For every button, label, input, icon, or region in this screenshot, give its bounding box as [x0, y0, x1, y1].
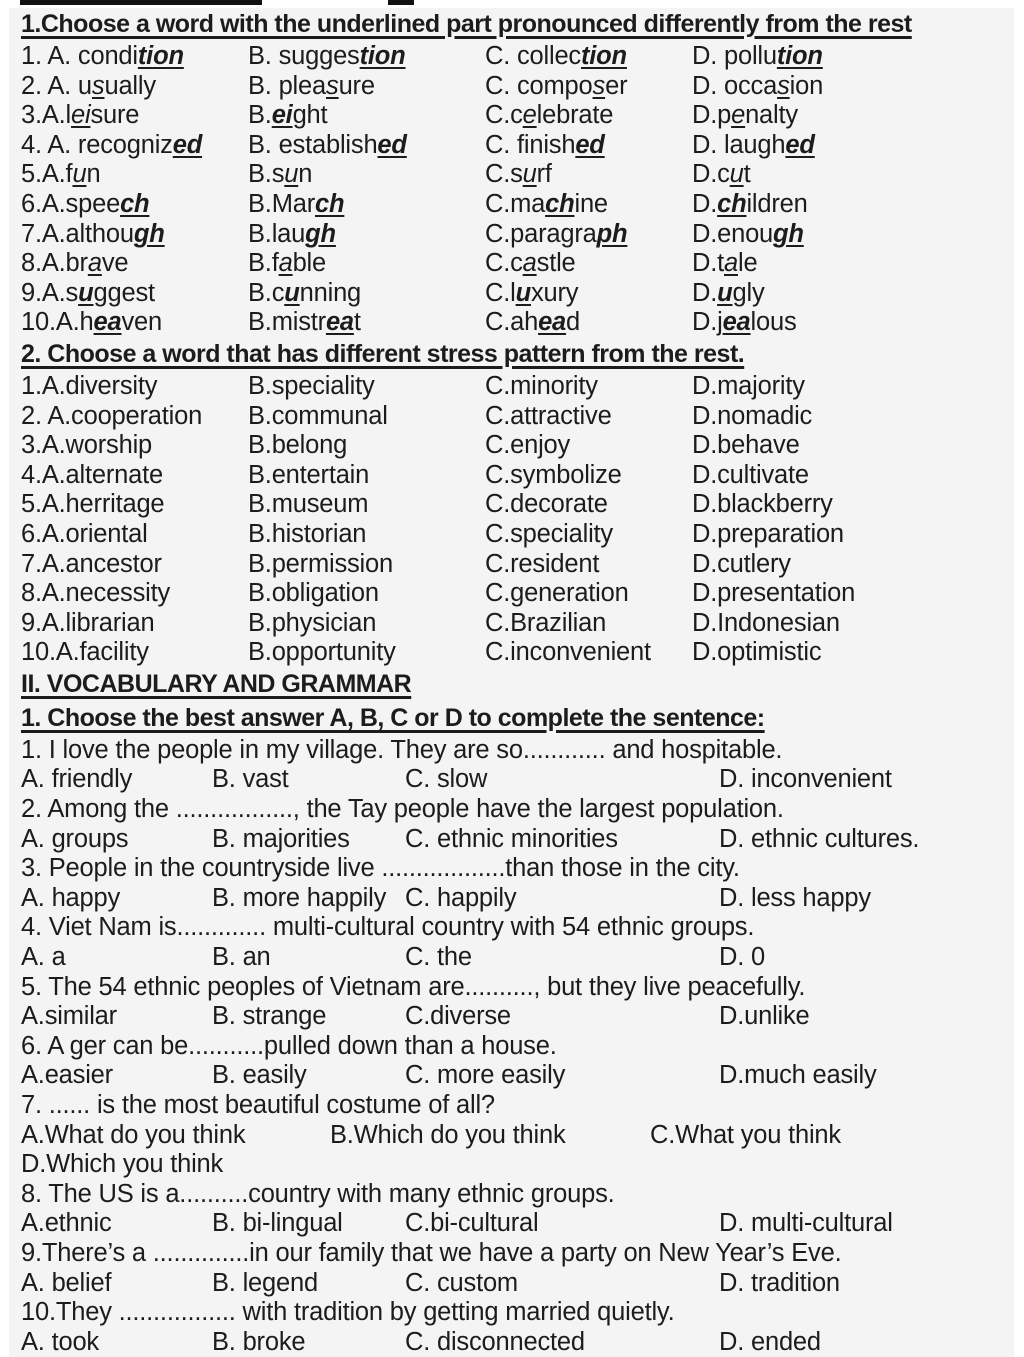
options-row	[9, 490, 1014, 520]
option-cell: B. strange	[212, 1002, 327, 1031]
option-cell: D.blackberry	[692, 490, 833, 519]
option-cell: D.Indonesian	[692, 608, 840, 637]
underlined-part: s	[592, 71, 606, 100]
options-row	[9, 884, 1014, 914]
option-cell: C. more easily	[405, 1061, 566, 1090]
option-cell: C.attractive	[485, 401, 612, 430]
option-cell: 1. A. condition	[21, 42, 184, 70]
option-cell: B.communal	[248, 401, 388, 430]
option-cell: A.similar	[21, 1002, 117, 1031]
option-cell: D.cutlery	[692, 549, 791, 578]
option-cell: B.museum	[248, 490, 369, 519]
option-cell: A.ethnic	[21, 1209, 112, 1238]
options-row	[9, 638, 1014, 668]
underlined-part: ch	[717, 189, 747, 218]
option-cell: 6.A.oriental	[21, 519, 148, 548]
option-cell: D.preparation	[692, 519, 844, 548]
option-cell: C.paragraph	[485, 219, 628, 248]
option-cell: 2. A.cooperation	[21, 401, 203, 430]
option-cell: C.diverse	[405, 1002, 511, 1031]
stress-question-list	[21, 372, 1014, 668]
option-cell: D.Which you think	[21, 1150, 224, 1179]
option-cell: B.speciality	[248, 371, 375, 400]
option-cell: D.jealous	[692, 308, 797, 337]
underlined-part: ea	[538, 308, 567, 337]
question-text: 10.They ................. with tradition by getting married quietly.	[9, 1298, 1014, 1328]
underlined-part: gh	[773, 219, 804, 248]
option-cell: C.surf	[485, 160, 552, 189]
option-cell: B. suggestion	[248, 42, 406, 70]
option-cell: 5.A.herritage	[21, 490, 165, 519]
option-cell: B.cunning	[248, 278, 362, 307]
phonetics-heading: 1.Choose a word with the underlined part pronounced differently from the rest	[21, 10, 912, 38]
options-row	[9, 1150, 1014, 1180]
underlined-part: ed	[575, 130, 605, 159]
option-cell: C.generation	[485, 579, 629, 608]
option-cell: C.bi-cultural	[405, 1209, 539, 1238]
option-cell: C. finished	[485, 130, 605, 159]
option-cell: C.luxury	[485, 278, 579, 307]
underlined-part: a	[724, 249, 738, 278]
option-cell: A.easier	[21, 1061, 113, 1090]
option-cell: 9.A.suggest	[21, 278, 155, 307]
option-cell: D. inconvenient	[719, 765, 892, 794]
options-row	[9, 279, 1014, 309]
option-cell: 7.A.although	[21, 219, 165, 248]
option-cell: D. occasion	[692, 71, 824, 100]
option-cell: B. easily	[212, 1061, 307, 1090]
option-cell: B. pleasure	[248, 71, 375, 100]
option-cell: 4.A.alternate	[21, 460, 163, 489]
options-row	[9, 402, 1014, 432]
options-row	[9, 1269, 1014, 1299]
underlined-part: tion	[359, 42, 406, 70]
option-cell: 4. A. recognized	[21, 130, 203, 159]
option-cell: C.minority	[485, 371, 598, 400]
vocab-heading: 1. Choose the best answer A, B, C or D to complete the sentence:	[21, 703, 765, 732]
underlined-part: gh	[305, 219, 336, 248]
option-cell: C.enjoy	[485, 431, 571, 460]
option-cell: B.obligation	[248, 579, 379, 608]
underlined-part: ea	[325, 308, 354, 337]
options-row	[9, 190, 1014, 220]
options-row	[9, 765, 1014, 795]
option-cell: B.historian	[248, 519, 367, 548]
question-text: 3. People in the countryside live ..................than those in the city.	[9, 854, 1014, 884]
options-row	[9, 461, 1014, 491]
option-cell: B. an	[212, 943, 271, 972]
option-cell: B.physician	[248, 608, 377, 637]
option-cell: D.penalty	[692, 101, 798, 130]
underlined-part: u	[284, 278, 300, 307]
option-cell: D.optimistic	[692, 638, 822, 667]
question-text: 4. Viet Nam is............. multi-cultural country with 54 ethnic groups.	[9, 913, 1014, 943]
underlined-part: u	[284, 160, 299, 189]
stress-heading-row	[9, 338, 1014, 372]
underlined-part: ei	[71, 101, 91, 130]
option-cell: 9.A.librarian	[21, 608, 155, 637]
option-cell: B. majorities	[212, 824, 350, 853]
underlined-part: ed	[377, 130, 407, 159]
option-cell: A. groups	[21, 824, 129, 853]
option-cell: C. custom	[405, 1268, 518, 1297]
option-cell: C.decorate	[485, 490, 608, 519]
underlined-part: u	[515, 278, 531, 307]
option-cell: D. 0	[719, 943, 765, 972]
option-cell: A. happy	[21, 883, 121, 912]
underlined-part: gh	[133, 219, 165, 248]
underlined-part: ed	[785, 130, 815, 159]
option-cell: D.ugly	[692, 278, 765, 307]
underlined-part: s	[91, 71, 105, 100]
underlined-part: s	[777, 71, 790, 100]
option-cell: B. established	[248, 130, 407, 159]
option-cell: 1.A.diversity	[21, 371, 158, 400]
underlined-part: e	[522, 101, 537, 130]
option-cell: C.resident	[485, 549, 600, 578]
page-top-torn-rule-left	[20, 0, 262, 5]
underlined-part: a	[278, 249, 293, 278]
options-row	[9, 550, 1014, 580]
option-cell: D.cut	[692, 160, 751, 189]
option-cell: A. a	[21, 943, 66, 972]
underlined-part: u	[522, 160, 537, 189]
option-cell: C. happily	[405, 883, 517, 912]
option-cell: C.Brazilian	[485, 608, 607, 637]
underlined-part: a	[522, 249, 537, 278]
underlined-part: a	[87, 249, 102, 278]
option-cell: 3.A.leisure	[21, 101, 140, 130]
options-row	[9, 72, 1014, 102]
option-cell: C. disconnected	[405, 1327, 585, 1356]
options-row	[9, 372, 1014, 402]
option-cell: D. less happy	[719, 883, 871, 912]
option-cell: D. tradition	[719, 1268, 840, 1297]
options-row	[9, 1328, 1014, 1357]
option-cell: D.behave	[692, 431, 800, 460]
option-cell: D.cultivate	[692, 460, 809, 489]
options-row	[9, 1121, 1014, 1151]
underlined-part: ed	[172, 130, 203, 159]
options-row	[9, 825, 1014, 855]
option-cell: A.What do you think	[21, 1120, 246, 1149]
option-cell: D. laughed	[692, 130, 815, 159]
option-cell: B.permission	[248, 549, 393, 578]
option-cell: B.belong	[248, 431, 348, 460]
options-row	[9, 943, 1014, 973]
underlined-part: ch	[120, 189, 150, 218]
option-cell: D.enough	[692, 219, 804, 248]
underlined-part: ch	[545, 189, 575, 218]
option-cell: D.unlike	[719, 1002, 810, 1031]
vocab-section-title-row	[9, 668, 1014, 702]
underlined-part: e	[731, 101, 746, 130]
option-cell: B.laugh	[248, 219, 336, 248]
option-cell: C.speciality	[485, 519, 613, 548]
underlined-part: ea	[93, 308, 122, 337]
option-cell: D. ended	[719, 1327, 821, 1356]
underlined-part: tion	[137, 42, 184, 70]
option-cell: D. ethnic cultures.	[719, 824, 920, 853]
option-cell: D. pollution	[692, 42, 823, 70]
option-cell: C. the	[405, 943, 472, 972]
option-cell: D.nomadic	[692, 401, 813, 430]
question-text: 6. A ger can be...........pulled down than a house.	[9, 1032, 1014, 1062]
option-cell: 7.A.ancestor	[21, 549, 162, 578]
option-cell: C.ahead	[485, 308, 581, 337]
question-text: 8. The US is a..........country with many ethnic groups.	[9, 1180, 1014, 1210]
vocab-section-title: II. VOCABULARY AND GRAMMAR	[21, 669, 412, 698]
underlined-part: u	[72, 160, 87, 189]
options-row	[9, 42, 1014, 72]
options-row	[9, 160, 1014, 190]
options-row	[9, 431, 1014, 461]
question-text: 5. The 54 ethnic peoples of Vietnam are.........., but they live peacefully.	[9, 973, 1014, 1003]
option-cell: C.symbolize	[485, 460, 622, 489]
question-text: 7. ...... is the most beautiful costume of all?	[9, 1091, 1014, 1121]
option-cell: 2. A. usually	[21, 71, 156, 100]
underlined-part: ei	[271, 101, 293, 130]
option-cell: B.fable	[248, 249, 326, 278]
option-cell: B. more happily	[212, 883, 387, 912]
underlined-part: u	[729, 160, 744, 189]
options-row	[9, 609, 1014, 639]
option-cell: B.Which do you think	[330, 1120, 566, 1149]
underlined-part: ph	[596, 219, 628, 248]
options-row	[9, 220, 1014, 250]
option-cell: C.machine	[485, 189, 608, 218]
option-cell: C. ethnic minorities	[405, 824, 618, 853]
options-row	[9, 308, 1014, 338]
question-text: 1. I love the people in my village. They are so............ and hospitable.	[9, 736, 1014, 766]
option-cell: B. legend	[212, 1268, 318, 1297]
options-row	[9, 520, 1014, 550]
underlined-part: u	[717, 278, 733, 307]
option-cell: B.sun	[248, 160, 313, 189]
option-cell: A. belief	[21, 1268, 112, 1297]
option-cell: D.presentation	[692, 579, 856, 608]
option-cell: B. vast	[212, 765, 289, 794]
underlined-part: tion	[776, 42, 823, 70]
option-cell: A. friendly	[21, 765, 133, 794]
options-row	[9, 1002, 1014, 1032]
option-cell: D.majority	[692, 371, 805, 400]
option-cell: C.inconvenient	[485, 638, 651, 667]
option-cell: B. bi-lingual	[212, 1209, 343, 1238]
phonetics-heading-row	[9, 8, 1014, 42]
option-cell: C.celebrate	[485, 101, 614, 130]
options-row	[9, 1209, 1014, 1239]
question-text: 9.There’s a ..............in our family that we have a party on New Year’s Eve.	[9, 1239, 1014, 1269]
options-row	[9, 1061, 1014, 1091]
option-cell: B.March	[248, 189, 345, 218]
options-row	[9, 101, 1014, 131]
question-text: 2. Among the ................., the Tay people have the largest population.	[9, 795, 1014, 825]
option-cell: B. broke	[212, 1327, 306, 1356]
option-cell: C. collection	[485, 42, 627, 70]
option-cell: B.mistreat	[248, 308, 361, 337]
option-cell: C. slow	[405, 765, 488, 794]
option-cell: B.entertain	[248, 460, 370, 489]
option-cell: 10.A.facility	[21, 638, 149, 667]
option-cell: C.What you think	[650, 1120, 841, 1149]
underlined-part: tion	[580, 42, 627, 70]
options-row	[9, 249, 1014, 279]
option-cell: 8.A.necessity	[21, 579, 171, 608]
stress-heading: 2. Choose a word that has different stress pattern from the rest.	[21, 339, 745, 368]
vocab-question-list	[21, 736, 1014, 1357]
option-cell: 8.A.brave	[21, 249, 129, 278]
option-cell: 6.A.speech	[21, 189, 150, 218]
option-cell: D.children	[692, 189, 808, 218]
option-cell: B.opportunity	[248, 638, 396, 667]
underlined-part: s	[326, 71, 339, 100]
options-row	[9, 579, 1014, 609]
options-row	[9, 131, 1014, 161]
phonetics-question-list	[21, 42, 1014, 338]
option-cell: C.castle	[485, 249, 576, 278]
option-cell: D.much easily	[719, 1061, 877, 1090]
option-cell: 10.A.heaven	[21, 308, 163, 337]
option-cell: D. multi-cultural	[719, 1209, 893, 1238]
underlined-part: ch	[315, 189, 345, 218]
option-cell: A. took	[21, 1327, 99, 1356]
vocab-heading-row	[9, 702, 1014, 736]
option-cell: 3.A.worship	[21, 431, 153, 460]
underlined-part: ea	[722, 308, 751, 337]
option-cell: D.tale	[692, 249, 758, 278]
option-cell: C. composer	[485, 71, 628, 100]
page-top-torn-rule-right	[388, 0, 414, 5]
underlined-part: u	[78, 278, 94, 307]
option-cell: 5.A.fun	[21, 160, 101, 189]
option-cell: B.eight	[248, 101, 328, 130]
